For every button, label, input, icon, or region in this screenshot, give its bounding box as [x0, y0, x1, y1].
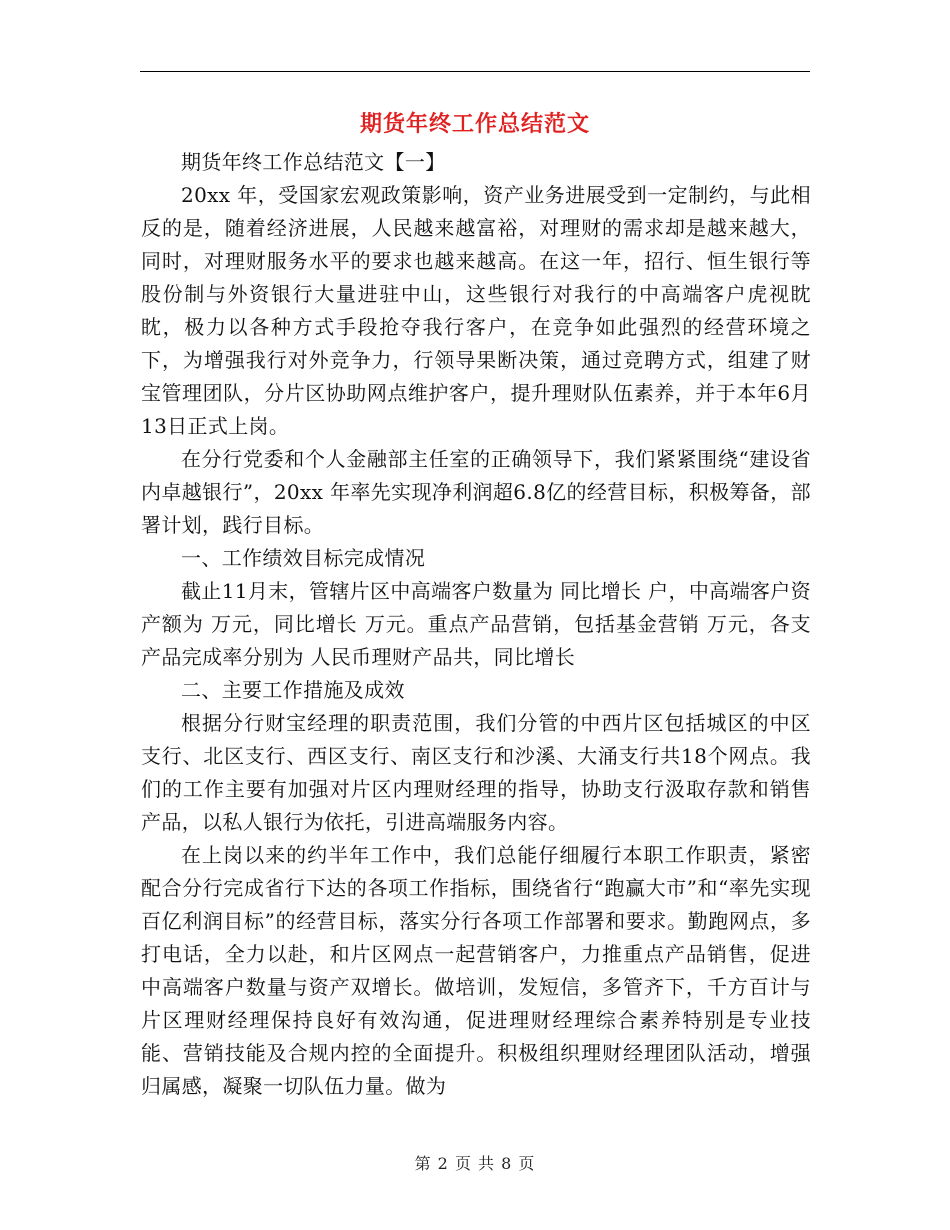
body-paragraph: 截止11月末，管辖片区中高端客户数量为 同比增长 户，中高端客户资产额为 万元，同比增长 万元。重点产品营销，包括基金营销 万元，各支产品完成率分别为 人民币理财产品共，同比增长 — [141, 579, 811, 669]
page-number-footer: 第 2 页 共 8 页 — [414, 1154, 536, 1173]
body-paragraph: 20xx 年，受国家宏观政策影响，资产业务进展受到一定制约，与此相反的是，随着经济进展，人民越来越富裕，对理财的需求却是越来越大，同时，对理财服务水平的要求也越来越高。在这一年，招行、恒生银行等股份制与外资银行大量进驻中山，这些银行对我行的中高端客户虎视眈眈，极力以各种方式手段抢夺我行客户，在竞争如此强烈的经营环境之下，为增强我行对外竞争力，行领导果断决策，通过竞聘方式，组建了财宝管理团队，分片区协助网点维护客户，提升理财队伍素养，并于本年6月13日正式上岗。 — [141, 183, 811, 438]
body-paragraph: 根据分行财宝经理的职责范围，我们分管的中西片区包括城区的中区支行、北区支行、西区支行、南区支行和沙溪、大涌支行共18个网点。我们的工作主要有加强对片区内理财经理的指导，协助支行汲取存款和销售产品，以私人银行为依托，引进高端服务内容。 — [141, 711, 811, 834]
document-body — [141, 146, 811, 1103]
header-rule — [140, 71, 810, 72]
body-paragraph: 在上岗以来的约半年工作中，我们总能仔细履行本职工作职责，紧密配合分行完成省行下达的各项工作指标，围绕省行“跑赢大市”和“率先实现百亿利润目标”的经营目标，落实分行各项工作部署和要求。勤跑网点，多打电话，全力以赴，和片区网点一起营销客户，力推重点产品销售，促进 中高端客户数量与资产双增长。做培训，发短信，多管齐下，千方百计与片区理财经理保持良好有效沟通，促进理财经理综合素养特别是专业技能、营销技能及合规内控的全面提升。积极组织理财经理团队活动，增强归属感，凝聚一切队伍力量。做为 — [141, 843, 811, 1098]
body-paragraph: 在分行党委和个人金融部主任室的正确领导下，我们紧紧围绕“建设省内卓越银行”，20xx 年率先实现净利润超6.8亿的经营目标，积极筹备，部署计划，践行目标。 — [141, 447, 811, 537]
section-heading: 二、主要工作措施及成效 — [181, 678, 405, 702]
document-title: 期货年终工作总结范文 — [359, 112, 590, 137]
section-heading: 一、工作绩效目标完成情况 — [181, 546, 426, 570]
section-heading-one: 期货年终工作总结范文【一】 — [181, 150, 446, 174]
